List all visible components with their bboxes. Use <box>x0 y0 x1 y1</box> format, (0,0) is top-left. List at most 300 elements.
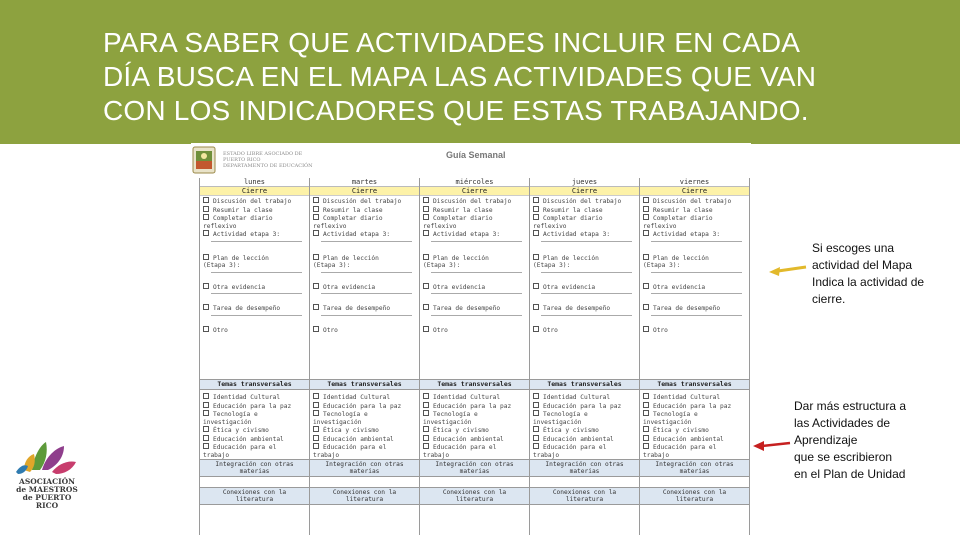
checklist-item <box>203 393 306 402</box>
checklist-item <box>533 410 636 426</box>
conexiones-band: Conexiones con la literatura <box>640 487 749 505</box>
cierre-header: Cierre <box>200 187 309 196</box>
checkbox-icon[interactable] <box>643 393 649 399</box>
write-line[interactable] <box>431 272 522 273</box>
checklist-item <box>423 197 526 206</box>
checkbox-icon[interactable] <box>643 254 649 260</box>
checklist-label: Identidad Cultural <box>323 394 391 401</box>
checklist-item <box>643 410 746 426</box>
checkbox-icon[interactable] <box>533 426 539 432</box>
conexiones-band: Conexiones con la literatura <box>200 487 309 505</box>
checklist-item <box>423 402 526 411</box>
checkbox-icon[interactable] <box>423 443 429 449</box>
write-line[interactable] <box>541 315 632 316</box>
checklist-item <box>643 435 746 444</box>
checklist-label: Resumir la clase <box>653 206 713 214</box>
checklist-label: Tarea de desempeño <box>323 305 391 312</box>
checkbox-icon[interactable] <box>313 230 319 236</box>
checklist-item <box>423 435 526 444</box>
checklist-item <box>203 206 306 215</box>
checklist-label: Resumir la clase <box>323 206 383 214</box>
checkbox-icon[interactable] <box>313 443 319 449</box>
checklist-item <box>313 254 416 270</box>
checkbox-icon[interactable] <box>203 402 209 408</box>
checklist-item <box>423 426 526 435</box>
write-line[interactable] <box>211 272 302 273</box>
checkbox-icon[interactable] <box>423 283 429 289</box>
checklist-label: Ética y civismo <box>653 427 709 434</box>
checkbox-icon[interactable] <box>533 393 539 399</box>
checklist-label: Completar diario reflexivo <box>643 215 713 230</box>
spacer <box>203 296 306 304</box>
spacer <box>203 244 306 254</box>
checkbox-icon[interactable] <box>533 435 539 441</box>
cierre-header: Cierre <box>420 187 529 196</box>
checklist-label: Otra evidencia <box>653 283 706 291</box>
checkbox-icon[interactable] <box>203 214 209 220</box>
checklist-item <box>313 393 416 402</box>
checklist-label: Identidad Cultural <box>433 394 501 401</box>
checkbox-icon[interactable] <box>643 326 649 332</box>
temas-items <box>530 390 639 459</box>
guide-header <box>191 143 751 179</box>
temas-section <box>200 379 309 505</box>
write-line[interactable] <box>321 272 412 273</box>
checkbox-icon[interactable] <box>643 304 649 310</box>
write-line[interactable] <box>321 241 412 242</box>
temas-section <box>530 379 639 505</box>
checklist-item <box>203 230 306 239</box>
cierre-items <box>310 196 419 334</box>
checklist-label: Tecnología e investigación <box>643 411 698 426</box>
checklist-label: Otro <box>323 326 338 334</box>
checklist-item <box>423 206 526 215</box>
checklist-item <box>533 435 636 444</box>
checklist-item <box>533 206 636 215</box>
checklist-label: Resumir la clase <box>433 206 493 214</box>
checklist-label: Otro <box>543 326 558 334</box>
day-column <box>639 178 750 535</box>
checklist-label: Educación para el trabajo <box>643 444 717 459</box>
checklist-label: Educación para la paz <box>653 402 732 410</box>
checkbox-icon[interactable] <box>423 230 429 236</box>
checkbox-icon[interactable] <box>533 254 539 260</box>
temas-items <box>310 390 419 459</box>
write-line[interactable] <box>211 241 302 242</box>
checklist-item <box>203 214 306 230</box>
integracion-band: Integración con otras materias <box>310 459 419 476</box>
day-column <box>199 178 309 535</box>
spacer <box>420 476 529 487</box>
checklist-label: Otro <box>433 326 448 334</box>
write-line[interactable] <box>651 241 742 242</box>
checklist-label: Completar diario reflexivo <box>423 215 493 230</box>
checklist-item <box>533 283 636 292</box>
arrow-left-yellow-icon <box>768 265 808 279</box>
weekly-grid <box>199 178 748 535</box>
checkbox-icon[interactable] <box>423 304 429 310</box>
temas-items <box>420 390 529 459</box>
temas-header: Temas transversales <box>200 379 309 390</box>
write-line[interactable] <box>431 315 522 316</box>
weekly-guide-image <box>191 143 751 535</box>
checkbox-icon[interactable] <box>313 283 319 289</box>
title-banner <box>0 0 960 144</box>
checklist-item <box>313 426 416 435</box>
checkbox-icon[interactable] <box>423 393 429 399</box>
checkbox-icon[interactable] <box>313 254 319 260</box>
checkbox-icon[interactable] <box>643 197 649 203</box>
checklist-label: Discusión del trabajo <box>323 198 402 205</box>
day-header: lunes <box>200 178 309 187</box>
conexiones-band: Conexiones con la literatura <box>530 487 639 505</box>
checkbox-icon[interactable] <box>533 214 539 220</box>
checkbox-icon[interactable] <box>203 283 209 289</box>
write-line[interactable] <box>651 293 742 294</box>
write-line[interactable] <box>541 293 632 294</box>
spacer <box>643 318 746 326</box>
checkbox-icon[interactable] <box>313 197 319 203</box>
checkbox-icon[interactable] <box>423 426 429 432</box>
checklist-label: Tarea de desempeño <box>543 305 611 312</box>
cierre-header: Cierre <box>530 187 639 196</box>
checkbox-icon[interactable] <box>643 206 649 212</box>
checklist-item <box>423 326 526 335</box>
note-estructura: Dar más estructura a las Actividades de Aprendizaje que se escribieron en el Plan de Unidad <box>794 399 907 481</box>
checkbox-icon[interactable] <box>203 230 209 236</box>
checklist-item <box>423 254 526 270</box>
spacer <box>203 275 306 283</box>
temas-section <box>640 379 749 505</box>
write-line[interactable] <box>211 293 302 294</box>
checkbox-icon[interactable] <box>423 206 429 212</box>
checkbox-icon[interactable] <box>313 393 319 399</box>
checklist-item <box>423 304 526 313</box>
checklist-item <box>203 435 306 444</box>
checkbox-icon[interactable] <box>313 435 319 441</box>
checklist-item <box>203 304 306 313</box>
integracion-band: Integración con otras materias <box>640 459 749 476</box>
checklist-label: Otra evidencia <box>543 283 596 291</box>
checkbox-icon[interactable] <box>533 304 539 310</box>
spacer <box>643 275 746 283</box>
write-line[interactable] <box>431 241 522 242</box>
checklist-item <box>423 283 526 292</box>
spacer <box>200 476 309 487</box>
checklist-item <box>643 443 746 459</box>
spacer <box>640 476 749 487</box>
temas-items <box>640 390 749 459</box>
checklist-item <box>313 230 416 239</box>
checklist-label: Educación ambiental <box>543 435 614 443</box>
spacer <box>203 318 306 326</box>
checkbox-icon[interactable] <box>203 435 209 441</box>
checkbox-icon[interactable] <box>313 214 319 220</box>
checklist-label: Plan de lección (Etapa 3): <box>203 254 269 269</box>
spacer <box>533 296 636 304</box>
checklist-item <box>423 230 526 239</box>
temas-items <box>200 390 309 459</box>
checkbox-icon[interactable] <box>203 326 209 332</box>
checkbox-icon[interactable] <box>203 410 209 416</box>
checklist-item <box>313 206 416 215</box>
checklist-item <box>643 426 746 435</box>
checkbox-icon[interactable] <box>203 393 209 399</box>
checklist-label: Educación para la paz <box>543 402 622 410</box>
checklist-label: Tecnología e investigación <box>203 411 258 426</box>
integracion-band: Integración con otras materias <box>420 459 529 476</box>
spacer <box>423 275 526 283</box>
checklist-label: Plan de lección (Etapa 3): <box>643 254 709 269</box>
checkbox-icon[interactable] <box>203 304 209 310</box>
checkbox-icon[interactable] <box>533 230 539 236</box>
checklist-item <box>313 197 416 206</box>
checkbox-icon[interactable] <box>423 214 429 220</box>
checklist-item <box>423 214 526 230</box>
day-header: miércoles <box>420 178 529 187</box>
checklist-label: Educación ambiental <box>653 435 724 443</box>
day-header: viernes <box>640 178 749 187</box>
spacer <box>530 476 639 487</box>
checklist-label: Identidad Cultural <box>543 394 611 401</box>
checklist-item <box>423 410 526 426</box>
temas-section <box>310 379 419 505</box>
checkbox-icon[interactable] <box>313 304 319 310</box>
checkbox-icon[interactable] <box>533 206 539 212</box>
cierre-items <box>530 196 639 334</box>
checklist-item <box>203 326 306 335</box>
day-header: jueves <box>530 178 639 187</box>
checklist-label: Discusión del trabajo <box>213 198 292 205</box>
checklist-item <box>533 304 636 313</box>
checkbox-icon[interactable] <box>533 197 539 203</box>
checklist-label: Plan de lección (Etapa 3): <box>533 254 599 269</box>
checklist-label: Otra evidencia <box>323 283 376 291</box>
checklist-item <box>533 214 636 230</box>
puerto-rico-seal-icon <box>191 145 217 175</box>
checklist-label: Educación ambiental <box>433 435 504 443</box>
checklist-label: Completar diario reflexivo <box>313 215 383 230</box>
checkbox-icon[interactable] <box>643 443 649 449</box>
checkbox-icon[interactable] <box>203 206 209 212</box>
checklist-label: Actividad etapa 3: <box>323 231 391 238</box>
day-header: martes <box>310 178 419 187</box>
checklist-label: Ética y civismo <box>213 427 269 434</box>
checkbox-icon[interactable] <box>533 402 539 408</box>
checklist-label: Tarea de desempeño <box>653 305 721 312</box>
checklist-item <box>203 410 306 426</box>
checkbox-icon[interactable] <box>423 326 429 332</box>
checklist-item <box>313 304 416 313</box>
checklist-label: Plan de lección (Etapa 3): <box>313 254 379 269</box>
checklist-label: Plan de lección (Etapa 3): <box>423 254 489 269</box>
checklist-item <box>203 283 306 292</box>
checklist-label: Otra evidencia <box>433 283 486 291</box>
checkbox-icon[interactable] <box>643 214 649 220</box>
temas-section <box>420 379 529 505</box>
spacer <box>533 318 636 326</box>
checklist-item <box>313 402 416 411</box>
checkbox-icon[interactable] <box>643 283 649 289</box>
checkbox-icon[interactable] <box>313 206 319 212</box>
checklist-label: Identidad Cultural <box>213 394 281 401</box>
write-line[interactable] <box>211 315 302 316</box>
spacer <box>423 244 526 254</box>
write-line[interactable] <box>651 315 742 316</box>
integracion-band: Integración con otras materias <box>200 459 309 476</box>
checklist-item <box>643 206 746 215</box>
write-line[interactable] <box>541 241 632 242</box>
checklist-item <box>203 254 306 270</box>
cierre-header: Cierre <box>640 187 749 196</box>
spacer <box>310 476 419 487</box>
checklist-item <box>423 443 526 459</box>
checklist-item <box>643 197 746 206</box>
write-line[interactable] <box>321 315 412 316</box>
arrow-left-red-icon <box>752 440 792 452</box>
checklist-item <box>533 230 636 239</box>
write-line[interactable] <box>431 293 522 294</box>
checkbox-icon[interactable] <box>313 326 319 332</box>
checklist-label: Educación para la paz <box>213 402 292 410</box>
day-column <box>529 178 639 535</box>
checklist-item <box>533 426 636 435</box>
checklist-item <box>643 214 746 230</box>
checklist-item <box>643 283 746 292</box>
checklist-label: Discusión del trabajo <box>543 198 622 205</box>
write-line[interactable] <box>321 293 412 294</box>
checklist-label: Educación para el trabajo <box>203 444 277 459</box>
checkbox-icon[interactable] <box>313 402 319 408</box>
checklist-label: Resumir la clase <box>213 206 273 214</box>
checkbox-icon[interactable] <box>533 443 539 449</box>
checklist-label: Ética y civismo <box>543 427 599 434</box>
checkbox-icon[interactable] <box>643 410 649 416</box>
spacer <box>533 275 636 283</box>
checkbox-icon[interactable] <box>313 410 319 416</box>
checklist-item <box>643 230 746 239</box>
checkbox-icon[interactable] <box>203 443 209 449</box>
checklist-item <box>423 393 526 402</box>
checklist-label: Resumir la clase <box>543 206 603 214</box>
slide-title: PARA SABER QUE ACTIVIDADES INCLUIR EN CADA DÍA BUSCA EN EL MAPA LAS ACTIVIDADES QUE VAN CON LOS INDICADORES QUE ESTAS TRABAJANDO. <box>103 27 817 126</box>
cierre-header: Cierre <box>310 187 419 196</box>
temas-header: Temas transversales <box>530 379 639 390</box>
cierre-items <box>200 196 309 334</box>
checklist-label: Actividad etapa 3: <box>653 231 721 238</box>
checkbox-icon[interactable] <box>643 426 649 432</box>
spacer <box>423 296 526 304</box>
checkbox-icon[interactable] <box>643 230 649 236</box>
checklist-label: Discusión del trabajo <box>433 198 512 205</box>
checklist-item <box>203 443 306 459</box>
checkbox-icon[interactable] <box>203 254 209 260</box>
guide-title: Guía Semanal <box>446 150 506 160</box>
checklist-item <box>313 410 416 426</box>
checklist-label: Educación para la paz <box>433 402 512 410</box>
checklist-item <box>313 283 416 292</box>
checklist-label: Educación para el trabajo <box>423 444 497 459</box>
checklist-item <box>643 304 746 313</box>
conexiones-band: Conexiones con la literatura <box>310 487 419 505</box>
checkbox-icon[interactable] <box>423 197 429 203</box>
day-column <box>419 178 529 535</box>
checkbox-icon[interactable] <box>643 435 649 441</box>
temas-header: Temas transversales <box>640 379 749 390</box>
checklist-label: Tecnología e investigación <box>313 411 368 426</box>
note-cierre: Si escoges una actividad del Mapa Indica la actividad de cierre. <box>812 241 925 306</box>
checklist-item <box>203 426 306 435</box>
checklist-label: Completar diario reflexivo <box>533 215 603 230</box>
integracion-band: Integración con otras materias <box>530 459 639 476</box>
checklist-item <box>643 402 746 411</box>
checklist-label: Educación ambiental <box>213 435 284 443</box>
checklist-label: Actividad etapa 3: <box>543 231 611 238</box>
cierre-items <box>640 196 749 334</box>
checklist-label: Identidad Cultural <box>653 394 721 401</box>
checkbox-icon[interactable] <box>643 402 649 408</box>
write-line[interactable] <box>651 272 742 273</box>
spacer <box>643 296 746 304</box>
checklist-label: Tecnología e investigación <box>533 411 588 426</box>
checklist-item <box>313 443 416 459</box>
checklist-item <box>533 326 636 335</box>
checklist-item <box>313 326 416 335</box>
checklist-item <box>533 254 636 270</box>
checkbox-icon[interactable] <box>313 426 319 432</box>
temas-header: Temas transversales <box>310 379 419 390</box>
checklist-label: Tarea de desempeño <box>433 305 501 312</box>
logo-text: ASOCIACIÓN de MAESTROS de PUERTO RICO <box>16 477 78 510</box>
checklist-label: Educación ambiental <box>323 435 394 443</box>
org-text: ESTADO LIBRE ASOCIADO DE PUERTO RICO DEPARTAMENTO DE EDUCACIÓN <box>223 151 313 169</box>
checkbox-icon[interactable] <box>203 197 209 203</box>
checkbox-icon[interactable] <box>423 435 429 441</box>
checklist-label: Educación para el trabajo <box>533 444 607 459</box>
checkbox-icon[interactable] <box>533 283 539 289</box>
checklist-item <box>643 254 746 270</box>
checklist-label: Completar diario reflexivo <box>203 215 273 230</box>
checkbox-icon[interactable] <box>203 426 209 432</box>
checklist-item <box>313 214 416 230</box>
checklist-item <box>313 435 416 444</box>
checklist-label: Educación para el trabajo <box>313 444 387 459</box>
checklist-item <box>643 393 746 402</box>
checklist-item <box>533 402 636 411</box>
checkbox-icon[interactable] <box>423 410 429 416</box>
spacer <box>313 244 416 254</box>
checklist-label: Otra evidencia <box>213 283 266 291</box>
checklist-label: Actividad etapa 3: <box>433 231 501 238</box>
checklist-label: Tarea de desempeño <box>213 305 281 312</box>
checklist-label: Ética y civismo <box>323 427 379 434</box>
checkbox-icon[interactable] <box>423 402 429 408</box>
checklist-item <box>643 326 746 335</box>
checklist-item <box>533 197 636 206</box>
checkbox-icon[interactable] <box>423 254 429 260</box>
spacer <box>423 318 526 326</box>
spacer <box>313 275 416 283</box>
checkbox-icon[interactable] <box>533 326 539 332</box>
checklist-label: Actividad etapa 3: <box>213 231 281 238</box>
checklist-label: Educación para la paz <box>323 402 402 410</box>
checklist-item <box>203 402 306 411</box>
checkbox-icon[interactable] <box>533 410 539 416</box>
cierre-items <box>420 196 529 334</box>
checklist-label: Discusión del trabajo <box>653 198 732 205</box>
checklist-item <box>533 393 636 402</box>
write-line[interactable] <box>541 272 632 273</box>
